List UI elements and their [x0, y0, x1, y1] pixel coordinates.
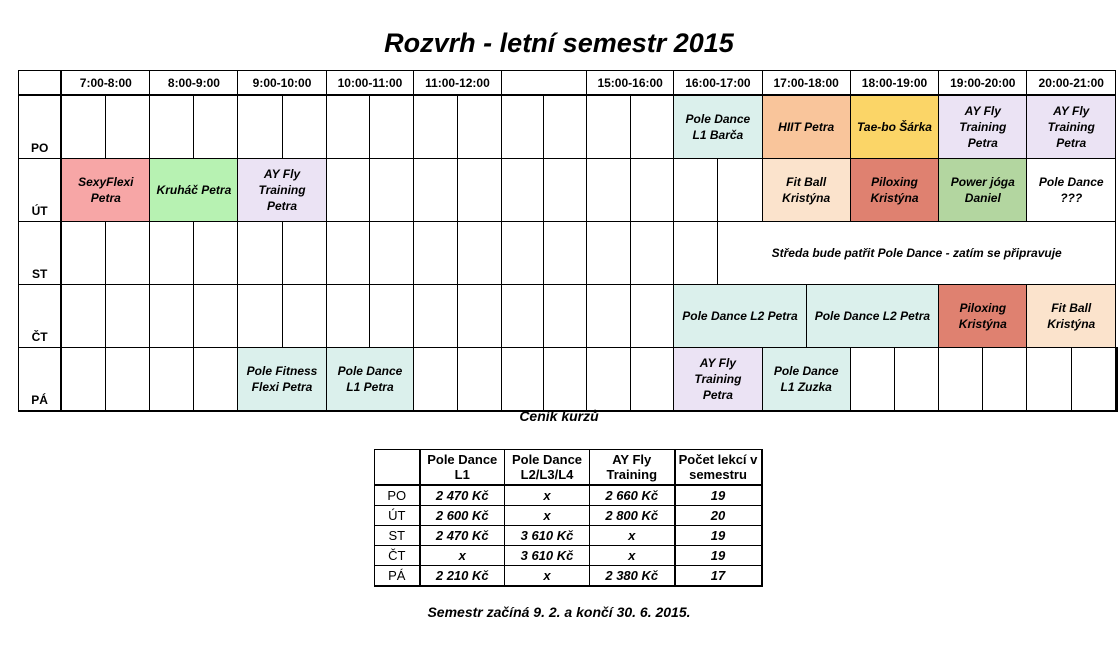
empty-slot	[457, 95, 501, 159]
time-slot-header: 16:00-17:00	[674, 71, 762, 96]
empty-slot	[457, 285, 501, 348]
schedule-note: Středa bude patřit Pole Dance - zatím se připravuje	[718, 222, 1116, 285]
day-label: PÁ	[19, 348, 62, 412]
empty-slot	[414, 348, 458, 412]
price-day-label: ČT	[375, 546, 420, 566]
empty-slot	[194, 348, 238, 412]
course-cell: SexyFlexi Petra	[61, 159, 150, 222]
empty-slot	[326, 159, 370, 222]
empty-slot	[282, 285, 326, 348]
empty-slot	[414, 222, 458, 285]
price-table	[374, 449, 763, 587]
empty-slot	[61, 222, 105, 285]
empty-slot	[630, 159, 674, 222]
day-label: ST	[19, 222, 62, 285]
price-header	[375, 450, 420, 486]
empty-slot	[501, 159, 544, 222]
empty-slot	[106, 222, 150, 285]
empty-slot	[850, 348, 894, 412]
empty-slot	[501, 222, 544, 285]
schedule-row	[19, 285, 1118, 348]
price-day-label: PÁ	[375, 566, 420, 587]
time-slot-header: 7:00-8:00	[61, 71, 150, 96]
empty-slot	[501, 285, 544, 348]
course-cell: Fit Ball Kristýna	[1027, 285, 1116, 348]
course-cell: Power jóga Daniel	[939, 159, 1027, 222]
price-row	[375, 566, 762, 587]
price-value: 2 210 Kč	[420, 566, 505, 587]
price-value: x	[505, 566, 590, 587]
empty-slot	[61, 348, 105, 412]
empty-slot	[326, 285, 370, 348]
course-cell: Pole Fitness Flexi Petra	[238, 348, 326, 412]
empty-slot	[106, 285, 150, 348]
page-title: Rozvrh - letní semestr 2015	[384, 28, 734, 58]
empty-slot	[1071, 348, 1115, 412]
price-value: x	[420, 546, 505, 566]
price-list-title: Ceník kurzů	[519, 408, 599, 424]
empty-slot	[587, 159, 631, 222]
empty-slot	[587, 348, 631, 412]
empty-slot	[587, 222, 631, 285]
semester-dates-note: Semestr začíná 9. 2. a končí 30. 6. 2015.	[427, 604, 691, 620]
course-cell: AY Fly Training Petra	[674, 348, 762, 412]
course-cell: Pole Dance L2 Petra	[806, 285, 938, 348]
price-value: 3 610 Kč	[505, 526, 590, 546]
time-slot-header: 19:00-20:00	[939, 71, 1027, 96]
schedule-row	[19, 348, 1118, 412]
empty-slot	[544, 222, 587, 285]
empty-slot	[939, 348, 983, 412]
course-cell: Pole Dance L1 Barča	[674, 95, 762, 159]
empty-slot	[674, 222, 718, 285]
empty-slot	[630, 95, 674, 159]
empty-slot	[414, 159, 458, 222]
empty-slot	[674, 159, 718, 222]
empty-slot	[457, 159, 501, 222]
empty-slot	[894, 348, 938, 412]
price-value: 2 470 Kč	[420, 526, 505, 546]
day-label: PO	[19, 95, 62, 159]
lesson-count: 19	[675, 485, 762, 506]
course-cell: Pole Dance L1 Zuzka	[762, 348, 850, 412]
empty-slot	[326, 222, 370, 285]
empty-slot	[544, 95, 587, 159]
price-value: 2 380 Kč	[590, 566, 675, 587]
lesson-count: 20	[675, 506, 762, 526]
empty-slot	[370, 159, 414, 222]
schedule-row	[19, 159, 1118, 222]
empty-slot	[457, 222, 501, 285]
empty-slot	[544, 285, 587, 348]
price-header: Pole Dance L1	[420, 450, 505, 486]
empty-slot	[238, 285, 282, 348]
schedule-row	[19, 222, 1118, 285]
schedule-table	[18, 70, 1118, 412]
price-row	[375, 506, 762, 526]
course-cell: Pole Dance L1 Petra	[326, 348, 414, 412]
price-value: x	[505, 506, 590, 526]
empty-slot	[630, 222, 674, 285]
time-slot-header: 9:00-10:00	[238, 71, 326, 96]
corner-cell	[19, 71, 62, 96]
empty-slot	[414, 95, 458, 159]
course-cell: Tae-bo Šárka	[850, 95, 938, 159]
lesson-count: 19	[675, 526, 762, 546]
time-slot-header	[501, 71, 587, 96]
price-header: Počet lekcí v semestru	[675, 450, 762, 486]
price-header: AY Fly Training	[590, 450, 675, 486]
empty-slot	[1027, 348, 1071, 412]
price-day-label: ÚT	[375, 506, 420, 526]
empty-slot	[587, 95, 631, 159]
empty-slot	[1117, 348, 1118, 412]
empty-slot	[150, 348, 194, 412]
empty-slot	[501, 95, 544, 159]
day-label: ÚT	[19, 159, 62, 222]
empty-slot	[150, 222, 194, 285]
time-slot-header: 8:00-9:00	[150, 71, 238, 96]
price-value: 2 470 Kč	[420, 485, 505, 506]
price-row	[375, 485, 762, 506]
course-cell: Pole Dance L2 Petra	[674, 285, 806, 348]
empty-slot	[326, 95, 370, 159]
course-cell: Pole Dance ???	[1027, 159, 1116, 222]
empty-slot	[501, 348, 544, 412]
day-label: ČT	[19, 285, 62, 348]
price-value: 2 660 Kč	[590, 485, 675, 506]
course-cell: AY Fly Training Petra	[939, 95, 1027, 159]
course-cell: Fit Ball Kristýna	[762, 159, 850, 222]
empty-slot	[238, 95, 282, 159]
price-value: 3 610 Kč	[505, 546, 590, 566]
empty-slot	[718, 159, 762, 222]
empty-slot	[61, 95, 105, 159]
course-cell: Piloxing Kristýna	[939, 285, 1027, 348]
empty-slot	[630, 285, 674, 348]
price-value: x	[505, 485, 590, 506]
empty-slot	[630, 348, 674, 412]
price-row	[375, 526, 762, 546]
empty-slot	[282, 95, 326, 159]
price-value: 2 600 Kč	[420, 506, 505, 526]
empty-slot	[457, 348, 501, 412]
price-header: Pole Dance L2/L3/L4	[505, 450, 590, 486]
schedule-row	[19, 95, 1118, 159]
empty-slot	[106, 95, 150, 159]
empty-slot	[370, 222, 414, 285]
empty-slot	[370, 95, 414, 159]
price-row	[375, 546, 762, 566]
empty-slot	[150, 95, 194, 159]
course-cell: Piloxing Kristýna	[850, 159, 938, 222]
price-day-label: ST	[375, 526, 420, 546]
time-slot-header: 20:00-21:00	[1027, 71, 1116, 96]
empty-slot	[106, 348, 150, 412]
course-cell: HIIT Petra	[762, 95, 850, 159]
course-cell: Kruháč Petra	[150, 159, 238, 222]
empty-slot	[238, 222, 282, 285]
course-cell: AY Fly Training Petra	[238, 159, 326, 222]
empty-slot	[370, 285, 414, 348]
empty-slot	[150, 285, 194, 348]
time-slot-header: 15:00-16:00	[587, 71, 674, 96]
empty-slot	[587, 285, 631, 348]
price-value: 2 800 Kč	[590, 506, 675, 526]
lesson-count: 17	[675, 566, 762, 587]
time-slot-header: 18:00-19:00	[850, 71, 938, 96]
empty-slot	[544, 348, 587, 412]
empty-slot	[194, 222, 238, 285]
empty-slot	[61, 285, 105, 348]
empty-slot	[194, 95, 238, 159]
price-value: x	[590, 526, 675, 546]
time-slot-header: 17:00-18:00	[762, 71, 850, 96]
empty-slot	[983, 348, 1027, 412]
lesson-count: 19	[675, 546, 762, 566]
empty-slot	[194, 285, 238, 348]
empty-slot	[414, 285, 458, 348]
time-slot-header: 10:00-11:00	[326, 71, 414, 96]
empty-slot	[544, 159, 587, 222]
empty-slot	[282, 222, 326, 285]
time-slot-header: 11:00-12:00	[414, 71, 501, 96]
course-cell: AY Fly Training Petra	[1027, 95, 1116, 159]
price-value: x	[590, 546, 675, 566]
price-day-label: PO	[375, 485, 420, 506]
